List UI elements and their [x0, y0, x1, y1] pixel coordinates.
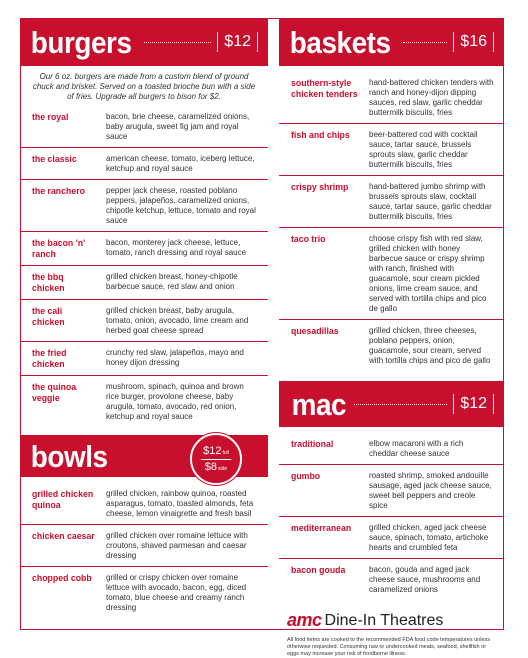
bowls-price-side: $8 — [204, 461, 218, 473]
mac-header — [279, 381, 504, 427]
menu-item — [20, 300, 268, 342]
item-name: bacon gouda — [291, 565, 346, 576]
side-label: side — [218, 466, 228, 472]
burgers-title: burgers — [30, 24, 132, 60]
item-description: crunchy red slaw, jalapeños, mayo and honey dijon dressing — [106, 348, 244, 367]
footer — [279, 600, 504, 658]
item-name: gumbo — [291, 471, 321, 482]
item-name: fish and chips — [291, 130, 350, 141]
menu-item — [20, 483, 268, 525]
menu-item — [20, 106, 268, 148]
menu-item — [20, 232, 268, 266]
bowls-list — [20, 477, 268, 618]
menu-item — [279, 176, 504, 228]
baskets-list — [279, 66, 504, 371]
item-description: grilled or crispy chicken over romaine lettuce with avocado, bacon, egg, diced tomato, blue cheese and creamy ranch dressing — [106, 573, 247, 612]
menu-item — [20, 567, 268, 618]
menu-item — [279, 559, 504, 600]
mac-list — [279, 427, 504, 600]
amc-logo — [279, 600, 504, 635]
item-name: grilled chicken quinoa — [32, 489, 94, 511]
menu-item — [279, 72, 504, 124]
item-name: the royal — [32, 112, 69, 123]
menu-item — [20, 266, 268, 300]
menu-item — [279, 124, 504, 176]
burgers-section — [20, 18, 268, 427]
menu-item — [20, 376, 268, 427]
item-description: hand-battered jumbo shrimp with brussels sprouts slaw, cocktail sauce, tartar sauce, garlic cheddar buttermilk biscuits, fries — [369, 182, 492, 221]
menu-item — [20, 342, 268, 376]
item-name: the bbq chicken — [32, 272, 65, 294]
mac-section — [279, 381, 504, 600]
full-label: full — [222, 450, 229, 456]
item-name: traditional — [291, 439, 334, 450]
baskets-price: $16 — [453, 32, 494, 52]
badge-divider — [201, 459, 231, 460]
item-description: grilled chicken breast, honey-chipotle barbecue sauce, red slaw and onion — [106, 272, 238, 291]
item-description: bacon, monterey jack cheese, lettuce, tomato, ranch dressing and royal sauce — [106, 238, 247, 257]
header-dotted-rule — [144, 42, 211, 43]
item-description: choose crispy fish with red slaw, grilled chicken with honey barbecue sauce or crispy shrimp with ranch, finished with guacamole, sour cream pickled onions, lime cream sauce, and served with tortilla chips and pico de gallo — [369, 234, 487, 313]
burgers-intro: Our 6 oz. burgers are made from a custom blend of ground chuck and brisket. Served on a toasted brioche bun with a side of fries. Upgrade all burgers to bison for $2. — [32, 72, 256, 101]
item-name: the cali chicken — [32, 306, 65, 328]
item-description: mushroom, spinach, quinoa and brown rice burger, provolone cheese, baby arugula, tomato, avocado, red onion, ketchup and royal sauce — [106, 382, 244, 421]
item-description: bacon, brie cheese, caramelized onions, baby arugula, sweet fig jam and royal sauce — [106, 112, 250, 141]
menu-item — [20, 180, 268, 232]
item-description: american cheese, tomato, iceberg lettuce, ketchup and royal sauce — [106, 154, 255, 173]
mac-title: mac — [291, 386, 347, 422]
bowls-title: bowls — [30, 438, 108, 474]
burgers-header — [20, 18, 268, 66]
item-name: taco trio — [291, 234, 326, 245]
item-description: grilled chicken breast, baby arugula, tomato, onion, avocado, lime cream and herbed goat cheese spread — [106, 306, 249, 335]
item-name: crispy shrimp — [291, 182, 349, 193]
item-description: beer-battered cod with cocktail sauce, tartar sauce, brussels sprouts slaw, garlic cheddar buttermilk biscuits, fries — [369, 130, 478, 169]
item-description: bacon, gouda and aged jack cheese sauce, mushrooms and caramelized onions — [369, 565, 481, 594]
food-safety-disclaimer: All food items are cooked to the recommended FDA food code temperatures unless otherwise requested. Consuming raw or undercooked meats, seafood, shellfish or eggs may increase your risk of foodborne illness. — [287, 637, 490, 657]
header-dotted-rule — [403, 42, 447, 43]
item-description: grilled chicken, three cheeses, poblano peppers, onion, guacamole, sour cream, served with tortilla chips and pico de gallo — [369, 326, 491, 365]
left-column — [20, 18, 268, 618]
item-name: the fried chicken — [32, 348, 67, 370]
amc-logo-mark: amc — [287, 610, 322, 630]
item-description: grilled chicken, aged jack cheese sauce, spinach, tomato, artichoke hearts and crumbled feta — [369, 523, 489, 552]
menu-item — [20, 525, 268, 567]
item-name: the quinoa veggie — [32, 382, 77, 404]
baskets-title: baskets — [289, 24, 391, 60]
bowls-price-badge — [190, 433, 242, 485]
item-name: mediterranean — [291, 523, 352, 534]
item-description: elbow macaroni with a rich cheddar cheese sauce — [369, 439, 464, 458]
burgers-price: $12 — [217, 32, 258, 52]
menu-item — [279, 433, 504, 465]
item-description: roasted shrimp, smoked andouille sausage, aged jack cheese sauce, sweet bell peppers and creole spice — [369, 471, 492, 510]
menu-item — [279, 228, 504, 320]
item-description: grilled chicken over romaine lettuce with croutons, shaved parmesan and caesar dressing — [106, 531, 248, 560]
bowls-section — [20, 435, 268, 618]
bowls-price-full: $12 — [203, 445, 222, 457]
burgers-list — [20, 106, 268, 427]
item-name: chopped cobb — [32, 573, 92, 584]
baskets-section — [279, 18, 504, 371]
logo-text: Dine-In Theatres — [324, 611, 444, 629]
item-name: the classic — [32, 154, 77, 165]
menu-item — [279, 517, 504, 559]
menu-item — [279, 465, 504, 517]
item-description: grilled chicken, rainbow quinoa, roasted asparagus, tomato, toasted almonds, feta cheese, lemon vinaigrette and fresh basil — [106, 489, 254, 518]
menu-item — [20, 148, 268, 180]
item-name: quesadillas — [291, 326, 339, 337]
item-name: chicken caesar — [32, 531, 95, 542]
item-name: southern-style chicken tenders — [291, 78, 358, 100]
header-dotted-rule — [354, 404, 448, 405]
item-description: pepper jack cheese, roasted poblano peppers, jalapeños, caramelized onions, chipotle ketchup, lettuce, tomato and royal sauce — [106, 186, 256, 225]
menu-item — [279, 320, 504, 371]
item-name: the bacon 'n' ranch — [32, 238, 86, 260]
mac-price: $12 — [453, 394, 494, 414]
item-name: the ranchero — [32, 186, 85, 197]
baskets-header — [279, 18, 504, 66]
right-column — [279, 18, 504, 658]
item-description: hand-battered chicken tenders with ranch and honey-dijon dipping sauces, red slaw, garlic cheddar buttermilk biscuits, fries — [369, 78, 494, 117]
